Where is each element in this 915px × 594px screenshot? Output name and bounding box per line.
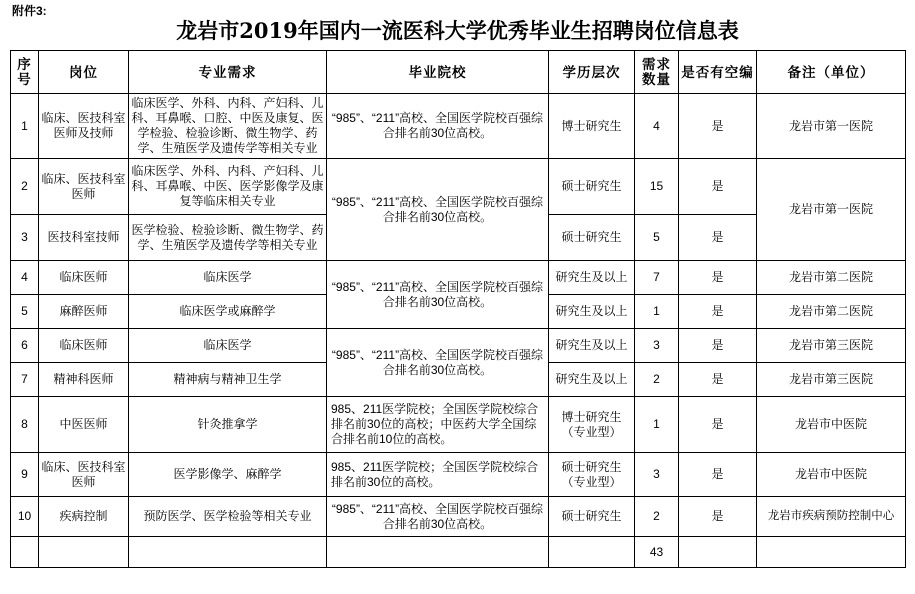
- table-row: [11, 453, 906, 497]
- cell-unit: 龙岩市中医院: [757, 397, 906, 453]
- cell-seq: 6: [11, 329, 39, 363]
- cell-school: 985、211医学院校；全国医学院校综合排名前30位的高校；中医药大学全国综合排名前10位的高校。: [327, 397, 549, 453]
- cell-total-count: 43: [635, 537, 679, 568]
- column-header-unit: 备注（单位）: [757, 51, 906, 94]
- cell-vacancy: 是: [679, 94, 757, 159]
- cell-unit: 龙岩市疾病预防控制中心: [757, 497, 906, 537]
- cell-vacancy-empty: [679, 537, 757, 568]
- cell-post: 医技科室技师: [39, 215, 129, 261]
- cell-seq: 1: [11, 94, 39, 159]
- cell-major-empty: [129, 537, 327, 568]
- cell-count: 3: [635, 453, 679, 497]
- cell-count: 15: [635, 159, 679, 215]
- cell-vacancy: 是: [679, 261, 757, 295]
- cell-post: 临床、医技科室医师及技师: [39, 94, 129, 159]
- cell-unit-empty: [757, 537, 906, 568]
- cell-seq: 2: [11, 159, 39, 215]
- cell-vacancy: 是: [679, 215, 757, 261]
- cell-major: 医学影像学、麻醉学: [129, 453, 327, 497]
- cell-school: “985”、“211”高校、全国医学院校百强综合排名前30位高校。: [327, 159, 549, 261]
- cell-post: 临床、医技科室医师: [39, 453, 129, 497]
- cell-seq: 5: [11, 295, 39, 329]
- table-header-row: [11, 51, 906, 94]
- recruitment-table: [10, 50, 906, 568]
- column-header-vacancy: 是否有空编: [679, 51, 757, 94]
- cell-vacancy: 是: [679, 497, 757, 537]
- cell-school: 985、211医学院校；全国医学院校综合排名前30位的高校。: [327, 453, 549, 497]
- cell-vacancy: 是: [679, 397, 757, 453]
- cell-degree: 博士研究生: [549, 94, 635, 159]
- cell-vacancy: 是: [679, 295, 757, 329]
- cell-school: “985”、“211”高校、全国医学院校百强综合排名前30位高校。: [327, 94, 549, 159]
- column-header-major: 专业需求: [129, 51, 327, 94]
- cell-unit: 龙岩市第二医院: [757, 261, 906, 295]
- cell-major: 临床医学、外科、内科、产妇科、儿科、耳鼻喉、口腔、中医及康复、医学检验、检验诊断、微生物学、药学、生殖医学及遗传学等相关专业: [129, 94, 327, 159]
- cell-major: 临床医学: [129, 329, 327, 363]
- cell-school-empty: [327, 537, 549, 568]
- cell-post: 临床、医技科室医师: [39, 159, 129, 215]
- cell-post: 疾病控制: [39, 497, 129, 537]
- cell-major: 针灸推拿学: [129, 397, 327, 453]
- cell-unit: 龙岩市第二医院: [757, 295, 906, 329]
- cell-degree: 硕士研究生: [549, 497, 635, 537]
- table-row: [11, 159, 906, 215]
- cell-seq: 9: [11, 453, 39, 497]
- table-row: [11, 397, 906, 453]
- cell-degree: 研究生及以上: [549, 329, 635, 363]
- cell-unit: 龙岩市第三医院: [757, 363, 906, 397]
- table-total-row: [11, 537, 906, 568]
- cell-major: 临床医学或麻醉学: [129, 295, 327, 329]
- cell-count: 7: [635, 261, 679, 295]
- cell-degree: 研究生及以上: [549, 261, 635, 295]
- cell-post: 中医医师: [39, 397, 129, 453]
- cell-count: 3: [635, 329, 679, 363]
- cell-major: 临床医学、外科、内科、产妇科、儿科、耳鼻喉、中医、医学影像学及康复等临床相关专业: [129, 159, 327, 215]
- cell-major: 医学检验、检验诊断、微生物学、药学、生殖医学及遗传学等相关专业: [129, 215, 327, 261]
- table-row: [11, 261, 906, 295]
- cell-vacancy: 是: [679, 329, 757, 363]
- cell-seq: 10: [11, 497, 39, 537]
- column-header-seq: 序号: [11, 51, 39, 94]
- column-header-degree: 学历层次: [549, 51, 635, 94]
- cell-post-empty: [39, 537, 129, 568]
- table-row: [11, 329, 906, 363]
- cell-post: 临床医师: [39, 261, 129, 295]
- cell-unit: 龙岩市中医院: [757, 453, 906, 497]
- cell-degree: 硕士研究生: [549, 215, 635, 261]
- cell-school: “985”、“211”高校、全国医学院校百强综合排名前30位高校。: [327, 329, 549, 397]
- column-header-school: 毕业院校: [327, 51, 549, 94]
- cell-count: 4: [635, 94, 679, 159]
- cell-degree: 博士研究生（专业型）: [549, 397, 635, 453]
- cell-degree: 研究生及以上: [549, 295, 635, 329]
- cell-post: 精神科医师: [39, 363, 129, 397]
- cell-vacancy: 是: [679, 159, 757, 215]
- cell-school: “985”、“211”高校、全国医学院校百强综合排名前30位高校。: [327, 497, 549, 537]
- cell-count: 2: [635, 497, 679, 537]
- cell-major: 精神病与精神卫生学: [129, 363, 327, 397]
- cell-count: 2: [635, 363, 679, 397]
- cell-count: 1: [635, 295, 679, 329]
- column-header-count: 需求数量: [635, 51, 679, 94]
- cell-degree: 硕士研究生（专业型）: [549, 453, 635, 497]
- cell-degree: 硕士研究生: [549, 159, 635, 215]
- cell-unit: 龙岩市第三医院: [757, 329, 906, 363]
- cell-seq: 4: [11, 261, 39, 295]
- cell-degree-empty: [549, 537, 635, 568]
- cell-post: 麻醉医师: [39, 295, 129, 329]
- cell-unit: 龙岩市第一医院: [757, 94, 906, 159]
- cell-unit: 龙岩市第一医院: [757, 159, 906, 261]
- cell-vacancy: 是: [679, 453, 757, 497]
- cell-major: 预防医学、医学检验等相关专业: [129, 497, 327, 537]
- cell-major: 临床医学: [129, 261, 327, 295]
- table-row: [11, 497, 906, 537]
- table-row: [11, 94, 906, 159]
- cell-count: 5: [635, 215, 679, 261]
- column-header-post: 岗位: [39, 51, 129, 94]
- cell-vacancy: 是: [679, 363, 757, 397]
- attachment-label: 附件3:: [12, 4, 47, 18]
- page-title: 龙岩市2019年国内一流医科大学优秀毕业生招聘岗位信息表: [176, 18, 739, 43]
- cell-count: 1: [635, 397, 679, 453]
- cell-seq-empty: [11, 537, 39, 568]
- cell-seq: 8: [11, 397, 39, 453]
- cell-school: “985”、“211”高校、全国医学院校百强综合排名前30位高校。: [327, 261, 549, 329]
- cell-seq: 7: [11, 363, 39, 397]
- cell-post: 临床医师: [39, 329, 129, 363]
- cell-seq: 3: [11, 215, 39, 261]
- cell-degree: 研究生及以上: [549, 363, 635, 397]
